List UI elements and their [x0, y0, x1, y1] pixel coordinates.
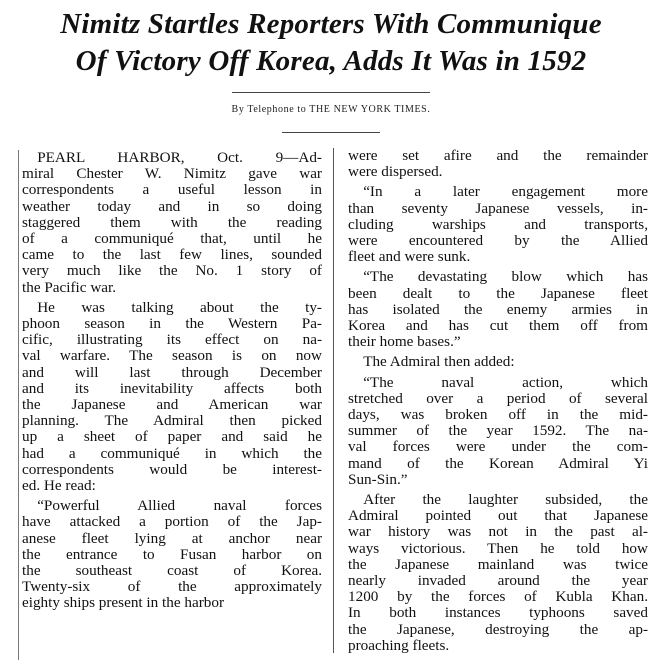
text-line: ed. He read: [22, 477, 96, 495]
headline [0, 6, 662, 80]
text-line: up a sheet of paper and said he [22, 428, 322, 446]
article-column-left [22, 150, 322, 612]
text-line: nearly invaded around the year [348, 572, 648, 590]
text-line: correspondents would be interest- [22, 460, 322, 478]
text-line: Admiral pointed out that Japanese [348, 507, 648, 525]
text-line: ways victorious. Then he told how [348, 539, 648, 557]
article-paragraph [348, 492, 648, 654]
text-line: In both instances typhoons saved [348, 604, 648, 622]
article-column-right [348, 148, 648, 654]
text-line: miral Chester W. Nimitz gave war [22, 165, 322, 183]
headline-rule [232, 92, 430, 93]
text-line: After the laughter subsided, the [348, 491, 648, 509]
headline-line-1: Nimitz Startles Reporters With Communique [60, 8, 602, 40]
article-paragraph [22, 300, 322, 494]
text-line: correspondents a useful lesson in [22, 181, 322, 199]
article-paragraph [348, 375, 648, 488]
text-line: Sun-Sin.” [348, 470, 408, 488]
text-line: eighty ships present in the harbor [22, 594, 225, 612]
text-line: He was talking about the ty- [22, 298, 322, 316]
text-line: phoon season in the Western Pa- [22, 315, 322, 333]
text-line: and its inevitability affects both [22, 379, 322, 397]
text-line: Korea and has cut them off from [348, 317, 648, 335]
article-paragraph [348, 354, 648, 370]
text-line: the Japanese and American war [22, 396, 322, 414]
text-line: very much like the No. 1 story of [22, 262, 322, 280]
text-line: were set afire and the remainder [348, 147, 648, 164]
article-paragraph [348, 148, 648, 180]
text-line: cluding warships and transports, [348, 215, 648, 233]
article-paragraph [22, 150, 322, 296]
text-line: 1200 by the forces of Kubla Khan. [348, 588, 648, 606]
text-line: cific, illustrating its effect on na- [22, 331, 322, 349]
text-line: their home bases.” [348, 333, 461, 351]
text-line: than seventy Japanese vessels, in- [348, 199, 648, 217]
text-line: planning. The Admiral then picked [22, 412, 322, 430]
text-line: val warfare. The season is on now [22, 347, 322, 365]
text-line: the southeast coast of Korea. [22, 562, 322, 580]
text-line: were dispersed. [348, 163, 443, 181]
text-line: has isolated the enemy armies in [348, 300, 648, 318]
byline: By Telephone to THE NEW YORK TIMES. [231, 104, 431, 115]
article-paragraph [348, 184, 648, 265]
text-line: war history was not in the past al- [348, 523, 648, 541]
text-line: val forces were under the com- [348, 438, 648, 456]
text-line: the Japanese, destroying the ap- [348, 620, 648, 638]
text-line: “Powerful Allied naval forces [22, 497, 322, 515]
text-line: “The devastating blow which has [348, 268, 648, 286]
text-line: the Pacific war. [22, 278, 117, 296]
text-line: “The naval action, which [348, 373, 648, 391]
text-line: PEARL HARBOR, Oct. 9—Ad- [22, 149, 322, 166]
article-paragraph [22, 498, 322, 611]
text-line: the Japanese mainland was twice [348, 555, 648, 573]
text-line: and will last through December [22, 363, 322, 381]
text-line: mand of the Korean Admiral Yi [348, 454, 648, 472]
text-line: anese fleet lying at anchor near [22, 529, 322, 547]
text-line: Twenty-six of the approximately [22, 578, 322, 596]
text-line: proaching fleets. [348, 636, 450, 654]
text-line: days, was broken off in the mid- [348, 406, 648, 424]
text-line: were encountered by the Allied [348, 232, 648, 250]
text-line: staggered them with the reading [22, 213, 322, 231]
text-line: came to the last few lines, sounded [22, 246, 322, 264]
text-line: summer of the year 1592. The na- [348, 422, 648, 440]
text-line: The Admiral then added: [348, 353, 515, 371]
text-line: stretched over a period of several [348, 389, 648, 407]
text-line: been dealt to the Japanese fleet [348, 284, 648, 302]
byline-rule [282, 132, 380, 133]
text-line: fleet and were sunk. [348, 248, 471, 266]
headline-line-2: Of Victory Off Korea, Adds It Was in 1592 [75, 45, 587, 77]
text-line: weather today and in so doing [22, 197, 322, 215]
article-paragraph [348, 269, 648, 350]
text-line: the entrance to Fusan harbor on [22, 545, 322, 563]
text-line: have attacked a portion of the Jap- [22, 513, 322, 531]
column-left-edge [18, 150, 19, 660]
text-line: had a communiqué in which the [22, 444, 322, 462]
column-divider [333, 148, 334, 653]
text-line: of a communiqué that, until he [22, 230, 322, 248]
text-line: “In a later engagement more [348, 183, 648, 201]
